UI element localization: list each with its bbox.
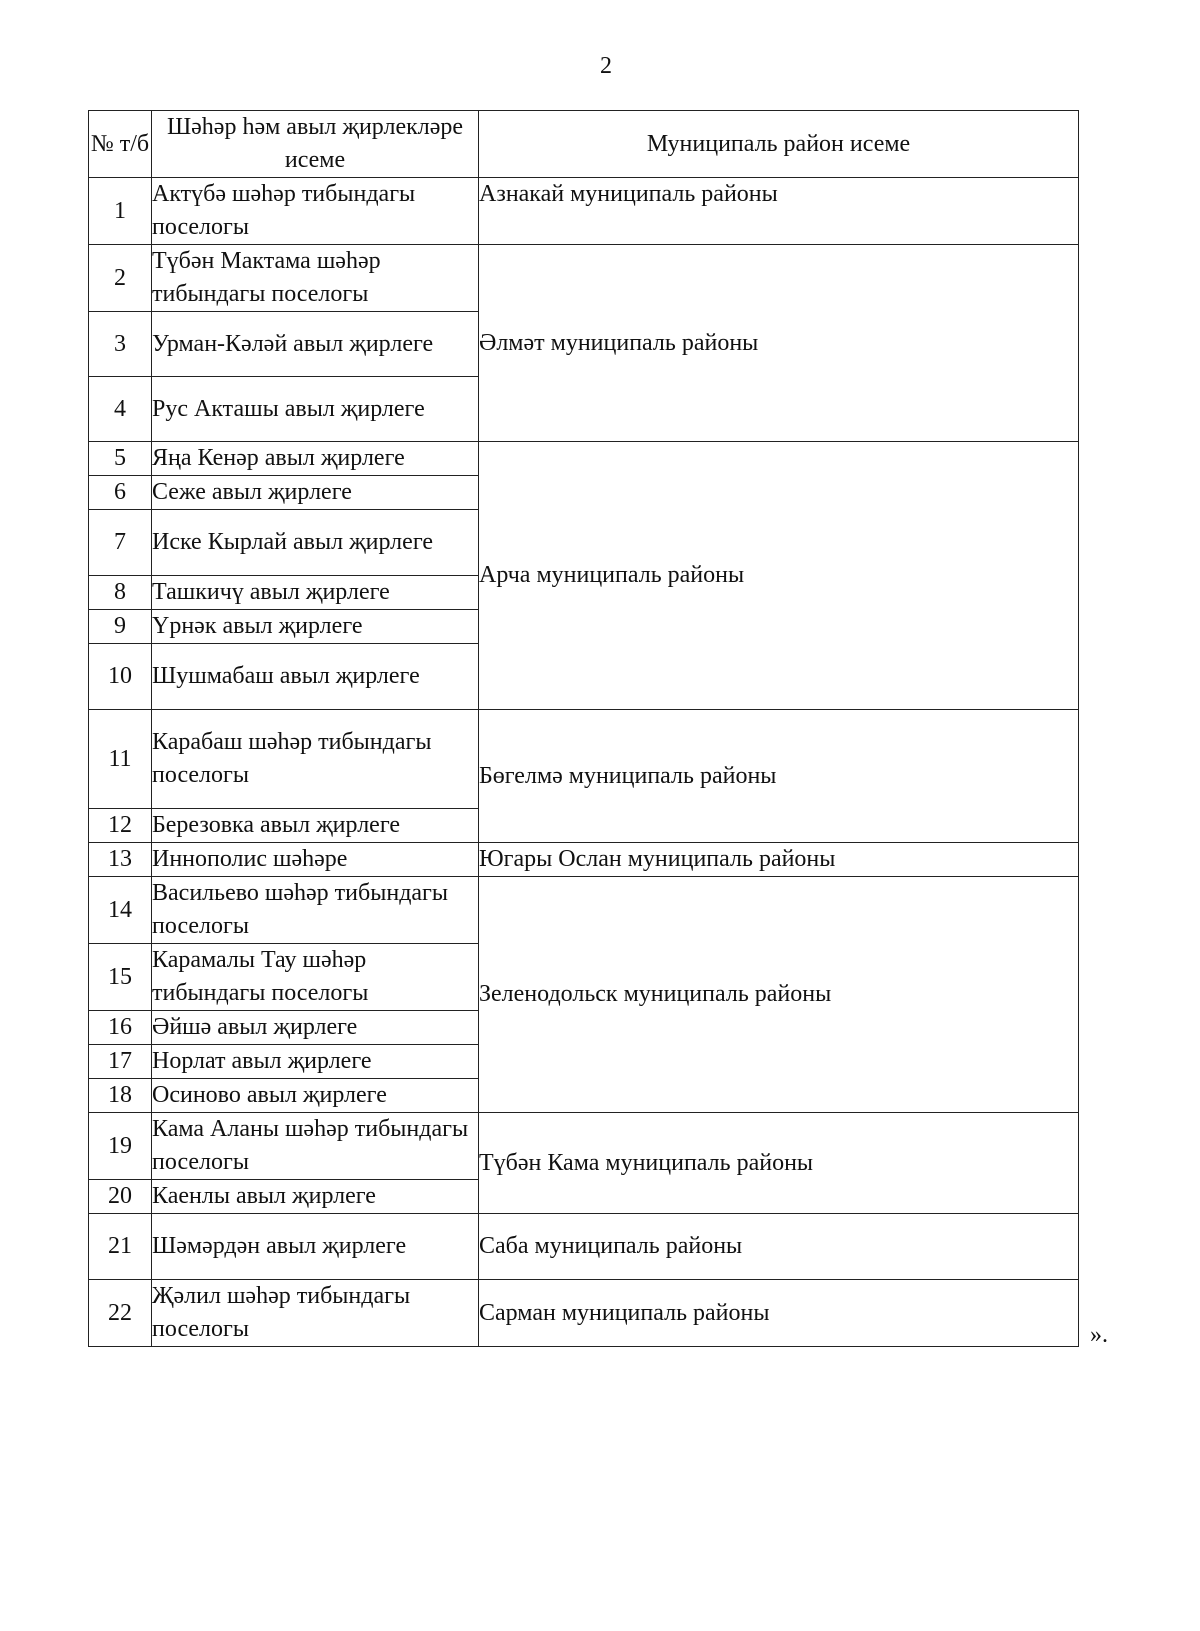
table-row	[89, 1280, 1079, 1347]
table-row	[89, 843, 1079, 877]
row-number: 11	[89, 710, 152, 809]
settlements-table	[88, 110, 1079, 1347]
table-row	[89, 1214, 1079, 1280]
header-settlement-name: Шәһәр һәм авыл җирлекләре исеме	[152, 111, 479, 178]
table-header-row	[89, 111, 1079, 178]
settlement-name: Кама Аланы шәһәр тибындагы поселогы	[152, 1113, 479, 1180]
closing-quote-mark: ».	[1090, 1322, 1108, 1348]
row-number: 8	[89, 576, 152, 610]
row-number: 15	[89, 944, 152, 1011]
row-number: 1	[89, 178, 152, 245]
settlement-name: Рус Акташы авыл җирлеге	[152, 377, 479, 442]
table-row	[89, 877, 1079, 944]
row-number: 10	[89, 644, 152, 710]
row-number: 16	[89, 1011, 152, 1045]
header-number: № т/б	[89, 111, 152, 178]
row-number: 18	[89, 1079, 152, 1113]
settlement-name: Норлат авыл җирлеге	[152, 1045, 479, 1079]
table-row	[89, 442, 1079, 476]
row-number: 17	[89, 1045, 152, 1079]
page-number: 2	[600, 53, 612, 79]
settlement-name: Яңа Кенәр авыл җирлеге	[152, 442, 479, 476]
settlement-name: Үрнәк авыл җирлеге	[152, 610, 479, 644]
settlement-name: Иннополис шәһәре	[152, 843, 479, 877]
table-row	[89, 178, 1079, 245]
settlement-name: Түбән Мактама шәһәр тибындагы поселогы	[152, 245, 479, 312]
settlement-name: Карамалы Тау шәһәр тибындагы поселогы	[152, 944, 479, 1011]
settlement-name: Актүбә шәһәр тибындагы поселогы	[152, 178, 479, 245]
header-district-name: Муниципаль район исеме	[479, 111, 1079, 178]
row-number: 14	[89, 877, 152, 944]
district-name: Югары Ослан муниципаль районы	[479, 843, 1079, 877]
district-name: Саба муниципаль районы	[479, 1214, 1079, 1280]
settlement-name: Шәмәрдән авыл җирлеге	[152, 1214, 479, 1280]
district-name: Түбән Кама муниципаль районы	[479, 1113, 1079, 1214]
table-row	[89, 1113, 1079, 1180]
settlement-name: Шушмабаш авыл җирлеге	[152, 644, 479, 710]
row-number: 2	[89, 245, 152, 312]
table-row	[89, 245, 1079, 312]
settlement-name: Сеже авыл җирлеге	[152, 476, 479, 510]
settlement-name: Иске Кырлай авыл җирлеге	[152, 510, 479, 576]
settlement-name: Җәлил шәһәр тибындагы поселогы	[152, 1280, 479, 1347]
row-number: 3	[89, 312, 152, 377]
row-number: 21	[89, 1214, 152, 1280]
row-number: 4	[89, 377, 152, 442]
district-name: Азнакай муниципаль районы	[479, 178, 1079, 245]
row-number: 19	[89, 1113, 152, 1180]
district-name: Сарман муниципаль районы	[479, 1280, 1079, 1347]
settlement-name: Каенлы авыл җирлеге	[152, 1180, 479, 1214]
settlement-name: Әйшә авыл җирлеге	[152, 1011, 479, 1045]
row-number: 9	[89, 610, 152, 644]
row-number: 13	[89, 843, 152, 877]
settlement-name: Березовка авыл җирлеге	[152, 809, 479, 843]
row-number: 20	[89, 1180, 152, 1214]
settlement-name: Ташкичү авыл җирлеге	[152, 576, 479, 610]
district-name: Арча муниципаль районы	[479, 442, 1079, 710]
settlement-name: Урман-Кәләй авыл җирлеге	[152, 312, 479, 377]
district-name: Бөгелмә муниципаль районы	[479, 710, 1079, 843]
district-name: Әлмәт муниципаль районы	[479, 245, 1079, 442]
row-number: 22	[89, 1280, 152, 1347]
row-number: 6	[89, 476, 152, 510]
settlement-name: Осиново авыл җирлеге	[152, 1079, 479, 1113]
table-row	[89, 710, 1079, 809]
row-number: 12	[89, 809, 152, 843]
district-name: Зеленодольск муниципаль районы	[479, 877, 1079, 1113]
row-number: 5	[89, 442, 152, 476]
settlement-name: Карабаш шәһәр тибындагы поселогы	[152, 710, 479, 809]
settlement-name: Васильево шәһәр тибындагы поселогы	[152, 877, 479, 944]
row-number: 7	[89, 510, 152, 576]
